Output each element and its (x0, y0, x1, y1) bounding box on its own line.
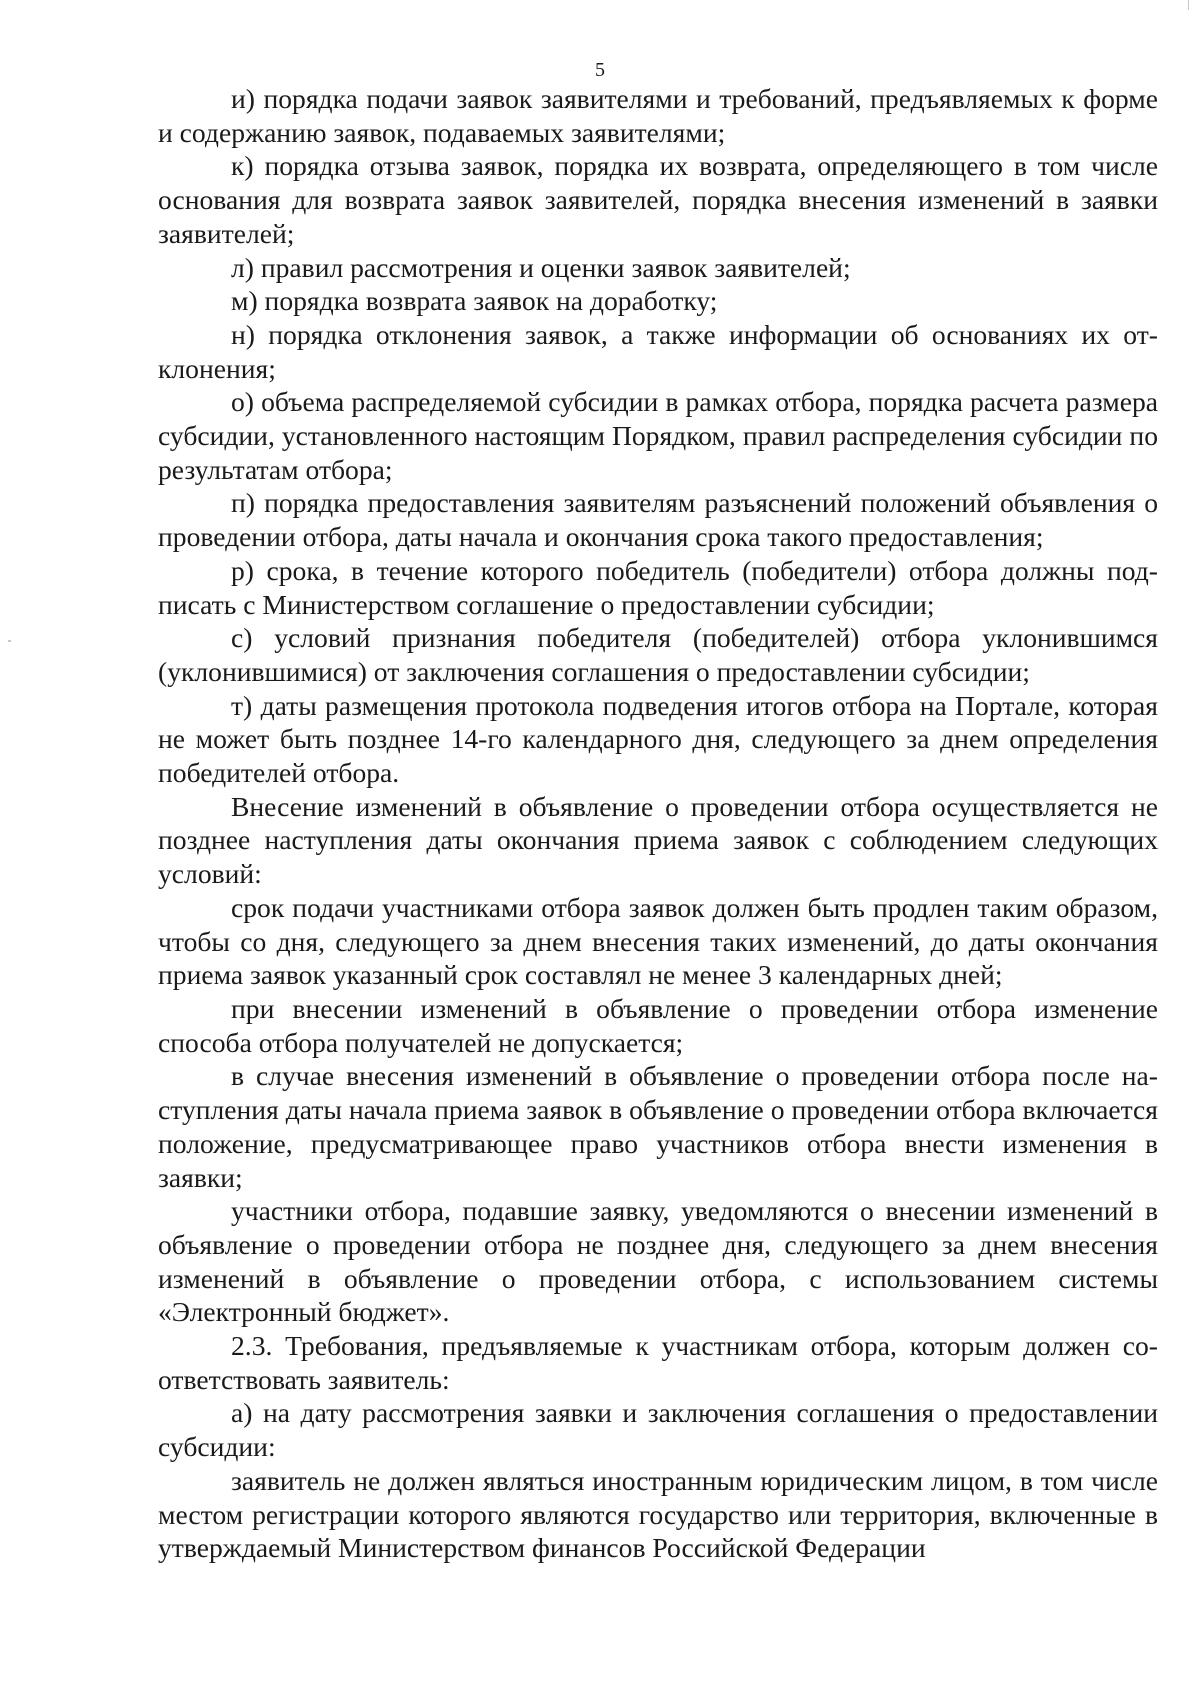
paragraph-item-s: с) условий признания победителя (победителей) отбора уклонившимся (уклонившимися) от заключения соглашения о предоставлении субсидии; (158, 622, 1158, 687)
scan-dot (8, 640, 11, 642)
paragraph-item-n: н) порядка отклонения заявок, а также информации об основаниях их отклонения; (158, 318, 1158, 384)
paragraph-deadline-extension: срок подачи участниками отбора заявок должен быть продлен таким образом, чтобы со дня, следующего за днем внесения таких изменений, до даты окончания приема заявок указанный срок составлял не менее 3 календарных дней; (158, 891, 1158, 991)
paragraph-item-m: м) порядка возврата заявок на доработку; (231, 285, 718, 317)
paragraph-item-p: п) порядка предоставления заявителям разъяснений положений объявления о проведении отбора, даты начала и окончания срока такого предоставления; (158, 487, 1158, 553)
paragraph-method-unchanged: при внесении изменений в объявление о проведении отбора изменение способа отбора получателей не допускается; (158, 992, 1158, 1058)
paragraph-item-o: о) объема распределяемой субсидии в рамках отбора, порядка расчета размера субсидии, установленного настоящим Порядком, правил распределения субсидии по результатам отбора; (158, 386, 1158, 485)
scan-edge-mark (1188, 0, 1189, 10)
paragraph-item-r: р) срока, в течение которого победитель (победители) отбора должны подписать с Министерством соглашение о предоставлении субсидии; (158, 554, 1158, 620)
paragraph-item-a: а) на дату рассмотрения заявки и заключения соглашения о предоставлении субсидии: (158, 1397, 1158, 1463)
document-body (158, 82, 1158, 1565)
paragraph-item-l: л) правил рассмотрения и оценки заявок заявителей; (231, 251, 851, 283)
paragraph-amend-applications: в случае внесения изменений в объявление о проведении отбора после наступления даты начала приема заявок в объявление о проведении отбора включается положение, предусматривающее право участников отбора внести изменения в заявки; (158, 1060, 1158, 1193)
page-number: 5 (595, 59, 605, 81)
paragraph-item-k: к) порядка отзыва заявок, порядка их возврата, определяющего в том числе основания для возврата заявок заявителей, порядка внесения изменений в заявки заявителей; (158, 150, 1158, 249)
paragraph-notification: участники отбора, подавшие заявку, уведомляются о внесении изменений в объявление о проведении отбора не позднее дня, следующего за днем внесения изменений в объявление о проведении отбора, с использованием системы «Электронный бюджет». (158, 1195, 1158, 1328)
paragraph-foreign-entity: заявитель не должен являться иностранным юридическим лицом, в том числе местом регистрации которого являются государство или территория, включенные в утверждаемый Министерством финансов Российской Федерации (158, 1464, 1158, 1564)
paragraph-item-t: т) даты размещения протокола подведения итогов отбора на Портале, которая не может быть позднее 14-го календарного дня, следующего за днем определения победителей отбора. (158, 689, 1158, 789)
paragraph-amendments: Внесение изменений в объявление о проведении отбора осуществляется не позднее наступления даты окончания приема заявок с соблюдением следующих условий: (158, 790, 1158, 890)
paragraph-section-2-3: 2.3. Требования, предъявляемые к участникам отбора, которым должен соответствовать заявитель: (158, 1330, 1158, 1395)
paragraph-item-i: и) порядка подачи заявок заявителями и требований, предъявляемых к форме и содержанию заявок, подаваемых заявителями; (158, 83, 1158, 148)
